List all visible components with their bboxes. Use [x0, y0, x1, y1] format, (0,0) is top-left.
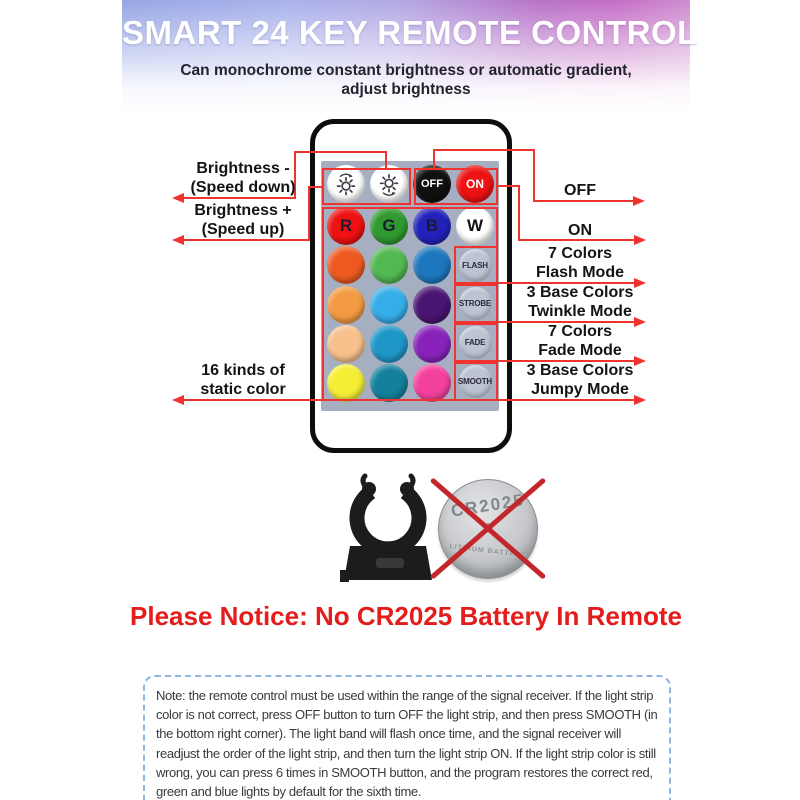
label-line: Twinkle Mode: [528, 303, 632, 320]
label-line: Jumpy Mode: [531, 381, 629, 398]
label-line: Flash Mode: [535, 264, 624, 281]
note-text: Note: the remote control must be used within the range of the signal receiver. If the light strip color is not correct, press OFF button to turn OFF the light strip, and then press SMOOTH (in the bottom right corner). The light band will flash once time, and the signal receiver will readjust the order of the light strip, and then turn the light strip ON. If the light strip color is still wrong, you can press 6 times in SMOOTH button, and the program restores the correct red, green and blue lights by default for the sixth time.: [156, 688, 658, 800]
page-title: SMART 24 KEY REMOTE CONTROL: [122, 14, 698, 51]
page-subtitle-line1: Can monochrome constant brightness or automatic gradient,: [180, 62, 632, 79]
key-r[interactable]: R: [327, 207, 365, 245]
label-line: OFF: [564, 182, 596, 199]
arrowhead-icon: [634, 278, 646, 288]
label-brightness-up: [158, 201, 328, 239]
battery-type-text: LITHIUM BATTERY: [449, 543, 527, 560]
arrowhead-icon: [172, 193, 184, 203]
label-line: 16 kinds of: [201, 362, 285, 379]
label-line: Brightness -: [196, 160, 290, 177]
label-twinkle-mode: [500, 283, 660, 321]
mounting-clip-image: [338, 472, 438, 589]
arrowhead-icon: [634, 317, 646, 327]
callout-line-off: [433, 149, 535, 151]
label-line: Brightness +: [194, 202, 292, 219]
callout-line-off: [433, 149, 435, 168]
label-line: 7 Colors: [547, 323, 612, 340]
arrowhead-icon: [172, 395, 184, 405]
callout-line-brightness-down: [294, 151, 387, 153]
key-smooth[interactable]: SMOOTH: [459, 365, 492, 398]
callout-line-static-colors: [183, 399, 324, 401]
highlight-box-smooth: [454, 362, 498, 401]
label-flash-mode: [500, 244, 660, 282]
key-on[interactable]: ON: [456, 165, 494, 203]
arrowhead-icon: [634, 235, 646, 245]
highlight-box-power: [414, 168, 498, 205]
arrowhead-icon: [634, 395, 646, 405]
highlight-box-flash: [454, 246, 498, 284]
label-line: static color: [200, 381, 286, 398]
label-jumpy-mode: [500, 361, 660, 399]
callout-line-brightness-down: [183, 197, 296, 199]
label-line: Fade Mode: [538, 342, 622, 359]
key-off[interactable]: OFF: [413, 165, 451, 203]
label-line: 7 Colors: [547, 245, 612, 262]
highlight-box-fade: [454, 323, 498, 362]
callout-line-brightness-down: [385, 151, 387, 168]
header-band: [122, 0, 698, 112]
label-line: 3 Base Colors: [526, 362, 634, 379]
callout-line-off: [533, 200, 641, 202]
key-fade[interactable]: FADE: [459, 326, 492, 359]
arrowhead-icon: [634, 356, 646, 366]
arrowhead-icon: [633, 196, 645, 206]
page-subtitle: [122, 61, 690, 99]
highlight-box-brightness: [322, 168, 411, 205]
notice-text: Please Notice: No CR2025 Battery In Remote: [130, 601, 682, 631]
arrowhead-icon: [172, 235, 184, 245]
callout-line-jumpy-mode: [498, 399, 643, 401]
key-g[interactable]: G: [370, 207, 408, 245]
key-b[interactable]: B: [413, 207, 451, 245]
key-flash[interactable]: FLASH: [459, 249, 492, 282]
highlight-box-strobe: [454, 284, 498, 323]
label-line: (Speed up): [201, 221, 285, 238]
label-fade-mode: [500, 322, 660, 360]
label-line: ON: [568, 222, 592, 239]
battery-model-text: CR2025: [449, 490, 527, 521]
label-line: (Speed down): [190, 179, 296, 196]
callout-line-brightness-up: [183, 239, 310, 241]
key-strobe[interactable]: STROBE: [459, 287, 492, 320]
note-box: [143, 675, 671, 800]
label-brightness-down: [158, 159, 328, 197]
page-subtitle-line2: adjust brightness: [341, 81, 471, 98]
key-w[interactable]: W: [456, 207, 494, 245]
label-line: 3 Base Colors: [526, 284, 634, 301]
label-static-colors: [158, 361, 328, 399]
